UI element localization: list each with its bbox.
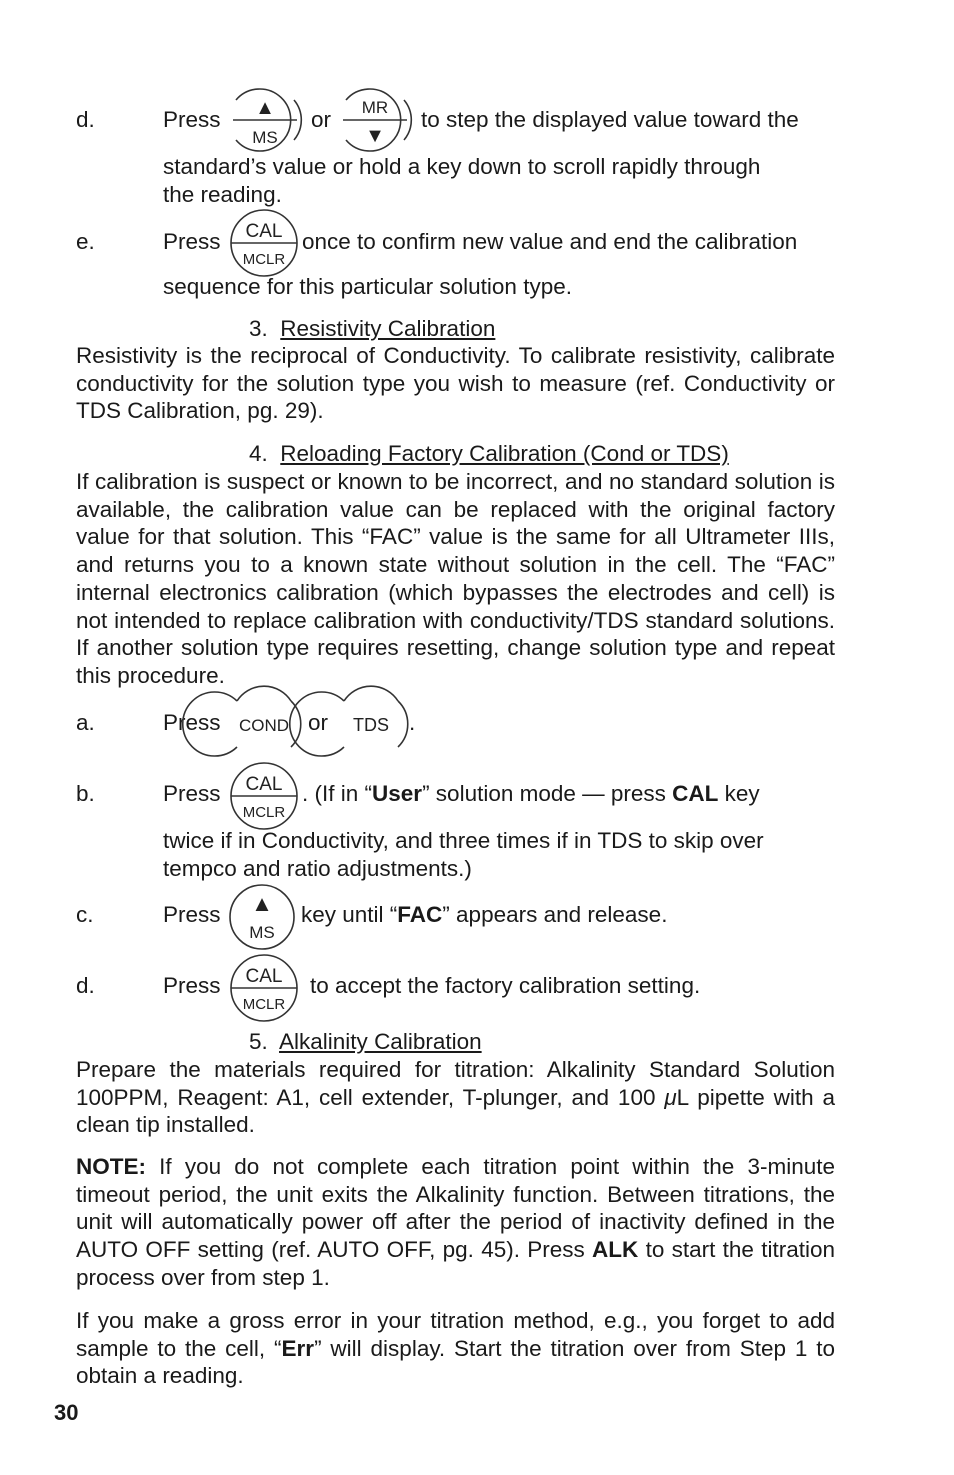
step-text: Press [163, 710, 221, 735]
step-text: Press [163, 973, 221, 998]
key-top-label: CAL [245, 966, 283, 987]
step-text: Press [163, 902, 221, 927]
step-text: once to confirm new value and end the calibration [302, 229, 798, 254]
section-heading [249, 440, 729, 468]
cal-mclr-key-icon [228, 208, 300, 278]
step-text: sequence for this particular solution type. [163, 274, 572, 299]
step-letter: a. [76, 710, 95, 735]
step-text: Press [163, 229, 221, 254]
key-bottom-label: ▼ [365, 125, 385, 147]
note-label: NOTE: [76, 1154, 146, 1179]
key-label: TDS [353, 715, 389, 735]
section-title: Alkalinity Calibration [279, 1029, 482, 1054]
key-top-label: ▲ [251, 891, 273, 916]
step-text: or [308, 710, 329, 735]
step-letter: d. [76, 973, 95, 998]
section-heading [249, 1028, 482, 1056]
step-text: the reading. [163, 182, 282, 207]
cond-key-icon [229, 691, 299, 757]
section-number: 3. [249, 316, 268, 341]
key-bottom-label: MS [249, 923, 275, 942]
step-text: . [409, 710, 416, 735]
step-text: tempco and ratio adjustments.) [163, 856, 472, 881]
step-letter: c. [76, 902, 94, 927]
key-top-label: ▲ [255, 97, 275, 119]
cal-mclr-key-icon [228, 953, 300, 1023]
step-text: standard’s value or hold a key down to scroll rapidly through [163, 154, 761, 179]
tds-key-icon [336, 691, 406, 757]
key-bottom-label: MCLR [242, 251, 286, 268]
step-text: to accept the factory calibration setting. [310, 973, 701, 998]
step-text: Press [163, 781, 221, 806]
up-ms-key-icon [230, 88, 300, 152]
step-text: or [311, 107, 332, 132]
step-letter: d. [76, 107, 95, 132]
section-title: Resistivity Calibration [280, 316, 496, 341]
key-top-label: CAL [245, 221, 283, 242]
paragraph: Prepare the materials required for titration: Alkalinity Standard Solution 100PPM, Reagent: A1, cell extender, T-plunger, and 100 μL pipette with a clean tip installed. [76, 1057, 836, 1138]
section-heading [249, 315, 495, 343]
section-number: 4. [249, 441, 268, 466]
key-top-label: MR [361, 98, 389, 117]
step-letter: e. [76, 229, 95, 254]
step-text: to step the displayed value toward the [421, 107, 799, 132]
section-title: Reloading Factory Calibration (Cond or TDS) [280, 441, 729, 466]
up-ms-key-icon [228, 883, 298, 951]
cal-mclr-key-icon [228, 761, 300, 831]
section-number: 5. [249, 1029, 268, 1054]
key-label: COND [238, 716, 290, 735]
key-bottom-label: MS [252, 128, 278, 147]
key-bottom-label: MCLR [242, 804, 286, 821]
step-text: twice if in Conductivity, and three times if in TDS to skip over [163, 828, 764, 853]
step-letter: b. [76, 781, 95, 806]
note-paragraph: NOTE: If you do not complete each titration point within the 3-minute timeout period, the unit exits the Alkalinity function. Between titrations, the unit will automatically power off after the period of inactivity defined in the AUTO OFF setting (ref. AUTO OFF, pg. 45). Press ALK to start the titration process over from step 1. [76, 1154, 835, 1290]
step-text: Press [163, 107, 221, 132]
paragraph: Resistivity is the reciprocal of Conductivity. To calibrate resistivity, calibrate conductivity for the solution type you wish to measure (ref. Conductivity or TDS Calibration, pg. 29). [76, 343, 835, 424]
step-text: key until “FAC” appears and release. [301, 902, 668, 927]
paragraph: If calibration is suspect or known to be incorrect, and no standard solution is available, the calibration value can be replaced with the original factory value for that solution. This “FAC” value is the same for all Ultrameter IIIs, and returns you to a known state without solution in the cell. The “FAC” internal electronics calibration (which bypasses the electrodes and cell) is not intended to replace calibration with conductivity/TDS standard solutions. If another solution type requires resetting, change solution type and repeat this procedure. [76, 469, 835, 688]
mr-down-key-icon [340, 88, 410, 152]
step-text: . (If in “User” solution mode — press CAL key [302, 781, 760, 806]
key-top-label: CAL [245, 774, 283, 795]
page-number: 30 [54, 1400, 79, 1425]
key-bottom-label: MCLR [242, 996, 286, 1013]
paragraph: If you make a gross error in your titration method, e.g., you forget to add sample to the cell, “Err” will display. Start the titration over from Step 1 to obtain a reading. [76, 1308, 835, 1389]
